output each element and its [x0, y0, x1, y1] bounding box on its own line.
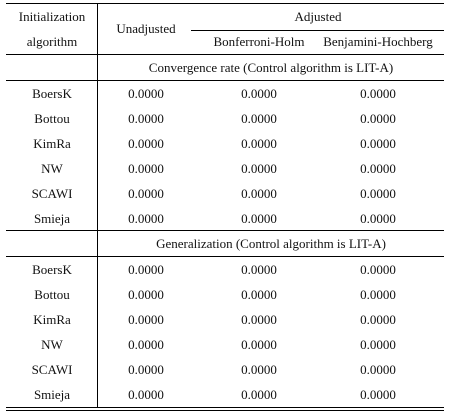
adjusted-underline [191, 30, 444, 31]
row-algorithm: Smieja [33, 387, 71, 402]
row-algorithm: SCAWI [31, 186, 73, 201]
row-algorithm: SCAWI [31, 362, 73, 377]
header-bottom-rule [6, 54, 444, 55]
row-algorithm: BoersK [32, 86, 72, 101]
row-unadjusted: 0.0000 [128, 186, 164, 201]
row-algorithm: Bottou [34, 287, 70, 302]
section-divider-rule [6, 230, 444, 231]
row-benjamini-hochberg: 0.0000 [360, 337, 396, 352]
row-bonferroni-holm: 0.0000 [241, 262, 277, 277]
row-bonferroni-holm: 0.0000 [241, 111, 277, 126]
column-divider [97, 3, 98, 408]
row-benjamini-hochberg: 0.0000 [360, 136, 396, 151]
row-benjamini-hochberg: 0.0000 [360, 387, 396, 402]
row-benjamini-hochberg: 0.0000 [360, 362, 396, 377]
row-algorithm: NW [41, 161, 63, 176]
row-bonferroni-holm: 0.0000 [241, 186, 277, 201]
section1-title-rule [6, 80, 444, 81]
bottom-rule-2 [6, 410, 444, 411]
row-algorithm: Bottou [34, 111, 70, 126]
row-benjamini-hochberg: 0.0000 [360, 211, 396, 226]
row-bonferroni-holm: 0.0000 [241, 387, 277, 402]
row-bonferroni-holm: 0.0000 [241, 86, 277, 101]
row-bonferroni-holm: 0.0000 [241, 287, 277, 302]
header-adjusted: Adjusted [294, 9, 342, 24]
row-unadjusted: 0.0000 [128, 387, 164, 402]
row-unadjusted: 0.0000 [128, 86, 164, 101]
row-algorithm: BoersK [32, 262, 72, 277]
row-algorithm: NW [41, 337, 63, 352]
row-benjamini-hochberg: 0.0000 [360, 262, 396, 277]
bottom-rule-1 [6, 407, 444, 408]
row-bonferroni-holm: 0.0000 [241, 337, 277, 352]
header-initialization: Initialization [18, 9, 86, 24]
row-benjamini-hochberg: 0.0000 [360, 186, 396, 201]
row-unadjusted: 0.0000 [128, 362, 164, 377]
row-bonferroni-holm: 0.0000 [241, 136, 277, 151]
row-benjamini-hochberg: 0.0000 [360, 161, 396, 176]
row-bonferroni-holm: 0.0000 [241, 161, 277, 176]
row-benjamini-hochberg: 0.0000 [360, 312, 396, 327]
row-algorithm: KimRa [33, 312, 71, 327]
header-bonferroni-holm: Bonferroni-Holm [213, 34, 305, 49]
row-unadjusted: 0.0000 [128, 111, 164, 126]
section-title-generalization: Generalization (Control algorithm is LIT-A) [156, 236, 386, 251]
top-rule [6, 3, 444, 4]
header-benjamini-hochberg: Benjamini-Hochberg [323, 34, 433, 49]
row-benjamini-hochberg: 0.0000 [360, 287, 396, 302]
header-unadjusted: Unadjusted [116, 21, 176, 36]
row-unadjusted: 0.0000 [128, 287, 164, 302]
section2-title-rule [6, 256, 444, 257]
header-algorithm: algorithm [26, 34, 78, 49]
row-unadjusted: 0.0000 [128, 136, 164, 151]
results-table [6, 0, 444, 414]
row-unadjusted: 0.0000 [128, 337, 164, 352]
row-bonferroni-holm: 0.0000 [241, 211, 277, 226]
row-unadjusted: 0.0000 [128, 211, 164, 226]
row-bonferroni-holm: 0.0000 [241, 362, 277, 377]
row-unadjusted: 0.0000 [128, 312, 164, 327]
row-algorithm: Smieja [33, 211, 71, 226]
row-unadjusted: 0.0000 [128, 161, 164, 176]
row-unadjusted: 0.0000 [128, 262, 164, 277]
row-benjamini-hochberg: 0.0000 [360, 111, 396, 126]
section-title-convergence: Convergence rate (Control algorithm is LIT-A) [148, 60, 394, 75]
row-algorithm: KimRa [33, 136, 71, 151]
row-bonferroni-holm: 0.0000 [241, 312, 277, 327]
row-benjamini-hochberg: 0.0000 [360, 86, 396, 101]
